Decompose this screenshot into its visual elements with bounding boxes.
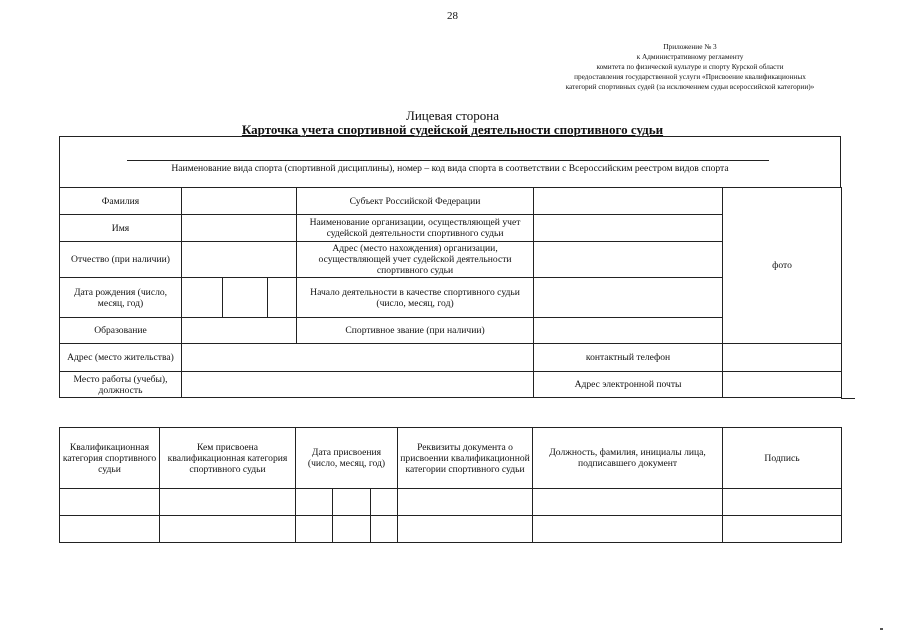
table-row — [60, 188, 842, 215]
table-edge-line — [841, 398, 855, 399]
qualification-category-table — [59, 427, 842, 543]
category-header: Квалификационная категория спортивного судьи — [60, 428, 160, 489]
name-label: Имя — [60, 215, 182, 242]
table-cell — [723, 489, 842, 516]
sport-rank-value — [534, 318, 723, 344]
sport-name-box — [59, 136, 841, 188]
personal-info-table — [59, 187, 842, 398]
table-cell — [160, 516, 296, 543]
table-row — [60, 489, 842, 516]
appendix-note — [525, 42, 855, 92]
document-details-header: Реквизиты документа о присвоении квалификационной категории спортивного судьи — [398, 428, 533, 489]
name-value — [182, 215, 297, 242]
birth-day-value — [182, 278, 223, 318]
table-row — [60, 372, 842, 398]
table-cell — [60, 516, 160, 543]
table-cell — [398, 516, 533, 543]
phone-label: контактный телефон — [534, 344, 723, 372]
table-cell — [723, 516, 842, 543]
photo-cell: фото — [723, 188, 842, 344]
workplace-value — [182, 372, 534, 398]
table-cell — [398, 489, 533, 516]
side-caption: Лицевая сторона — [406, 108, 499, 123]
signature-header: Подпись — [723, 428, 842, 489]
education-label: Образование — [60, 318, 182, 344]
organization-name-label: Наименование организации, осуществляющей учет судейской деятельности спортивного судьи — [297, 215, 534, 242]
table-cell — [296, 489, 333, 516]
phone-value — [723, 344, 842, 372]
email-value — [723, 372, 842, 398]
surname-value — [182, 188, 297, 215]
patronymic-label: Отчество (при наличии) — [60, 242, 182, 278]
table-cell — [60, 489, 160, 516]
education-value — [182, 318, 297, 344]
table-cell — [333, 516, 371, 543]
table-row — [60, 516, 842, 543]
sport-name-fill-line — [127, 160, 769, 161]
table-cell — [533, 489, 723, 516]
birth-date-label: Дата рождения (число, месяц, год) — [60, 278, 182, 318]
table-cell — [333, 489, 371, 516]
table-row — [60, 344, 842, 372]
birth-year-value — [268, 278, 297, 318]
region-value — [534, 188, 723, 215]
activity-start-value — [534, 278, 723, 318]
page-number: 28 — [447, 10, 458, 22]
appendix-line: к Административному регламенту — [636, 52, 744, 61]
appendix-line: предоставления государственной услуги «Присвоение квалификационных — [574, 72, 806, 81]
residence-label: Адрес (место жительства) — [60, 344, 182, 372]
table-header-row — [60, 428, 842, 489]
table-cell — [160, 489, 296, 516]
scan-speck — [880, 628, 883, 630]
birth-month-value — [223, 278, 268, 318]
residence-value — [182, 344, 534, 372]
workplace-label: Место работы (учебы), должность — [60, 372, 182, 398]
appendix-line: комитета по физической культуре и спорту Курской области — [596, 62, 784, 71]
activity-start-label: Начало деятельности в качестве спортивного судьи (число, месяц, год) — [297, 278, 534, 318]
sport-name-caption: Наименование вида спорта (спортивной дисциплины), номер – код вида спорта в соответствии с Всероссийским реестром видов спорта — [171, 163, 729, 174]
organization-name-value — [534, 215, 723, 242]
table-cell — [371, 516, 398, 543]
card-title: Карточка учета спортивной судейской деятельности спортивного судьи — [241, 122, 664, 137]
appendix-line: категорий спортивных судей (за исключением судьи всероссийской категории)» — [565, 82, 815, 91]
surname-label: Фамилия — [60, 188, 182, 215]
appendix-line: Приложение № 3 — [663, 42, 717, 51]
region-label: Субъект Российской Федерации — [297, 188, 534, 215]
signatory-header: Должность, фамилия, инициалы лица, подписавшего документ — [533, 428, 723, 489]
table-cell — [296, 516, 333, 543]
table-cell — [371, 489, 398, 516]
organization-address-value — [534, 242, 723, 278]
sport-rank-label: Спортивное звание (при наличии) — [297, 318, 534, 344]
patronymic-value — [182, 242, 297, 278]
assigned-date-header: Дата присвоения (число, месяц, год) — [296, 428, 398, 489]
organization-address-label: Адрес (место нахождения) организации, осуществляющей учет судейской деятельности спортивного судьи — [297, 242, 534, 278]
table-cell — [533, 516, 723, 543]
email-label: Адрес электронной почты — [534, 372, 723, 398]
assigned-by-header: Кем присвоена квалификационная категория спортивного судьи — [160, 428, 296, 489]
